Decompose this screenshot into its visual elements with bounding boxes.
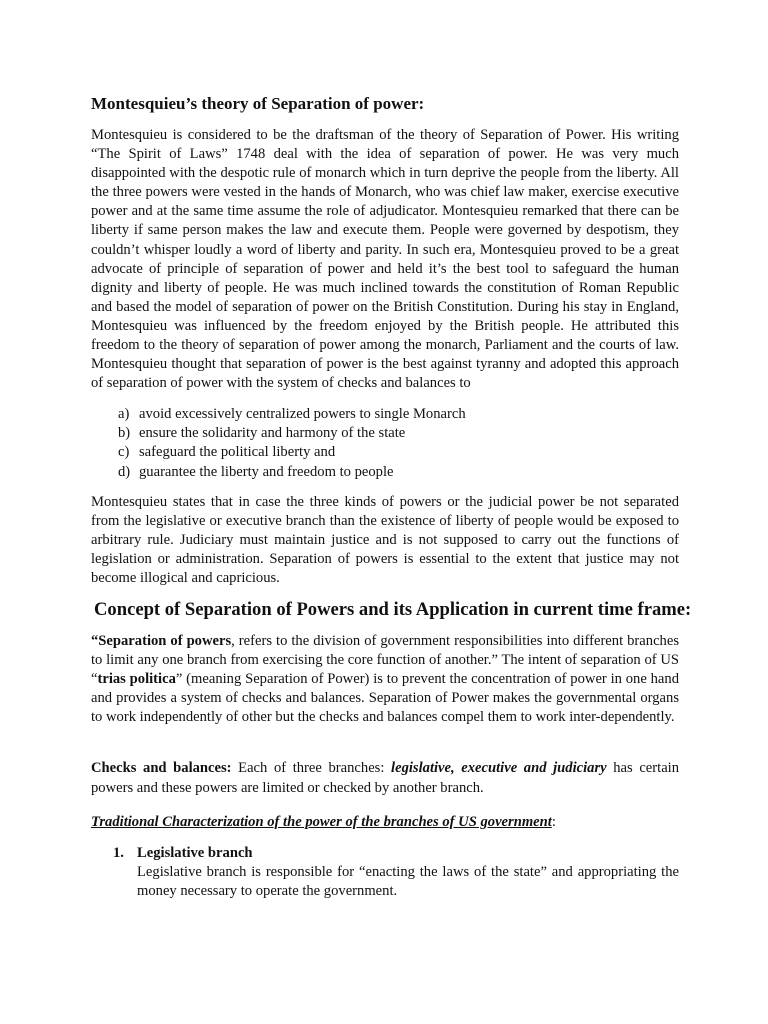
subheading-traditional-characterization <box>91 813 556 832</box>
list-item-title: Legislative branch <box>137 845 253 861</box>
list-marker: c) <box>118 444 130 461</box>
bold-italic-term: legislative, executive and judiciary <box>391 760 607 776</box>
section-heading-montesquieu: Montesquieu’s theory of Separation of power: <box>91 94 425 113</box>
branches-list <box>113 844 679 902</box>
list-item-text: Legislative branch is responsible for “enacting the laws of the state” and appropriating the money necessary to operate the government. <box>137 864 679 900</box>
list-item <box>118 463 678 482</box>
bold-term: trias politica <box>97 671 176 688</box>
list-marker: b) <box>118 425 131 442</box>
list-item-text: safeguard the political liberty and <box>139 444 336 461</box>
objectives-list <box>118 405 678 482</box>
list-item <box>118 424 678 443</box>
list-item-text: guarantee the liberty and freedom to people <box>139 463 394 480</box>
paragraph-text: Each of three branches: <box>231 760 392 776</box>
paragraph-judicial-separation: Montesquieu states that in case the three kinds of powers or the judicial power be not separated from the legislative or executive branch than the existence of liberty of people would be exposed to arbitrary rule. Judiciary must maintain justice and is not supposed to carry out the functions of legislation or administration. Separation of powers is essential to the extent that justice may not become illogical and capricious. <box>91 494 679 587</box>
list-marker: a) <box>118 406 130 422</box>
paragraph-text: , refers to the division of government responsibilities into different branches to limit any one branch from exercising the core function of another.” The intent of separation of US “ <box>91 633 679 688</box>
paragraph-text: has certain powers and these powers are limited or checked by another branch. <box>91 760 680 796</box>
list-item <box>113 844 679 902</box>
list-marker: d) <box>118 463 131 480</box>
paragraph-montesquieu-intro: Montesquieu is considered to be the draftsman of the theory of Separation of Power. His writing “The Spirit of Laws” 1748 deal with the idea of separation of power. He was very much disappointed with the despotic rule of monarch which in turn deprive the people from the liberty. All the three powers were vested in the hands of Monarch, who was chief law maker, exercise executive power and at the same time assume the role of adjudicator. Montesquieu remarked that there can be liberty if same person makes the law and execute them. People were governed by despotism, they couldn’t whisper loudly a word of liberty and parity. In such era, Montesquieu proved to be a great advocate of principle of separation of power and held it’s the best tool to safeguard the human dignity and liberty of people. He was much inclined towards the constitution of Roman Republic and based the model of separation of power on the British Constitution. During his stay in England, Montesquieu was influenced by the freedom enjoyed by the British people. He attributed this freedom to the theory of separation of power among the monarch, Parliament and the courts of law. Montesquieu thought that separation of power is the best against tyranny and adopted this approach of separation of power with the system of checks and balances to <box>91 127 679 392</box>
list-item <box>118 443 678 462</box>
list-item <box>118 405 678 424</box>
list-number: 1. <box>113 845 124 861</box>
list-item-text: ensure the solidarity and harmony of the state <box>139 425 406 442</box>
section-heading-concept: Concept of Separation of Powers and its Application in current time frame: <box>94 599 692 620</box>
paragraph-checks-balances <box>91 758 679 798</box>
paragraph-separation-definition <box>91 632 679 727</box>
bold-term: “Separation of powers <box>91 633 232 649</box>
bold-term: Checks and balances: <box>91 760 232 776</box>
subheading-text: Traditional Characterization of the power of the branches of US government <box>91 814 552 830</box>
paragraph-text: ” (meaning Separation of Power) is to prevent the concentration of power in one hand and provides a system of checks and balances. Separation of Power makes the governmental organs to work independently of other but the checks and balances compel them to work inter-dependently. <box>91 671 679 726</box>
list-item-text: avoid excessively centralized powers to single Monarch <box>139 406 466 422</box>
subheading-suffix: : <box>551 814 556 830</box>
